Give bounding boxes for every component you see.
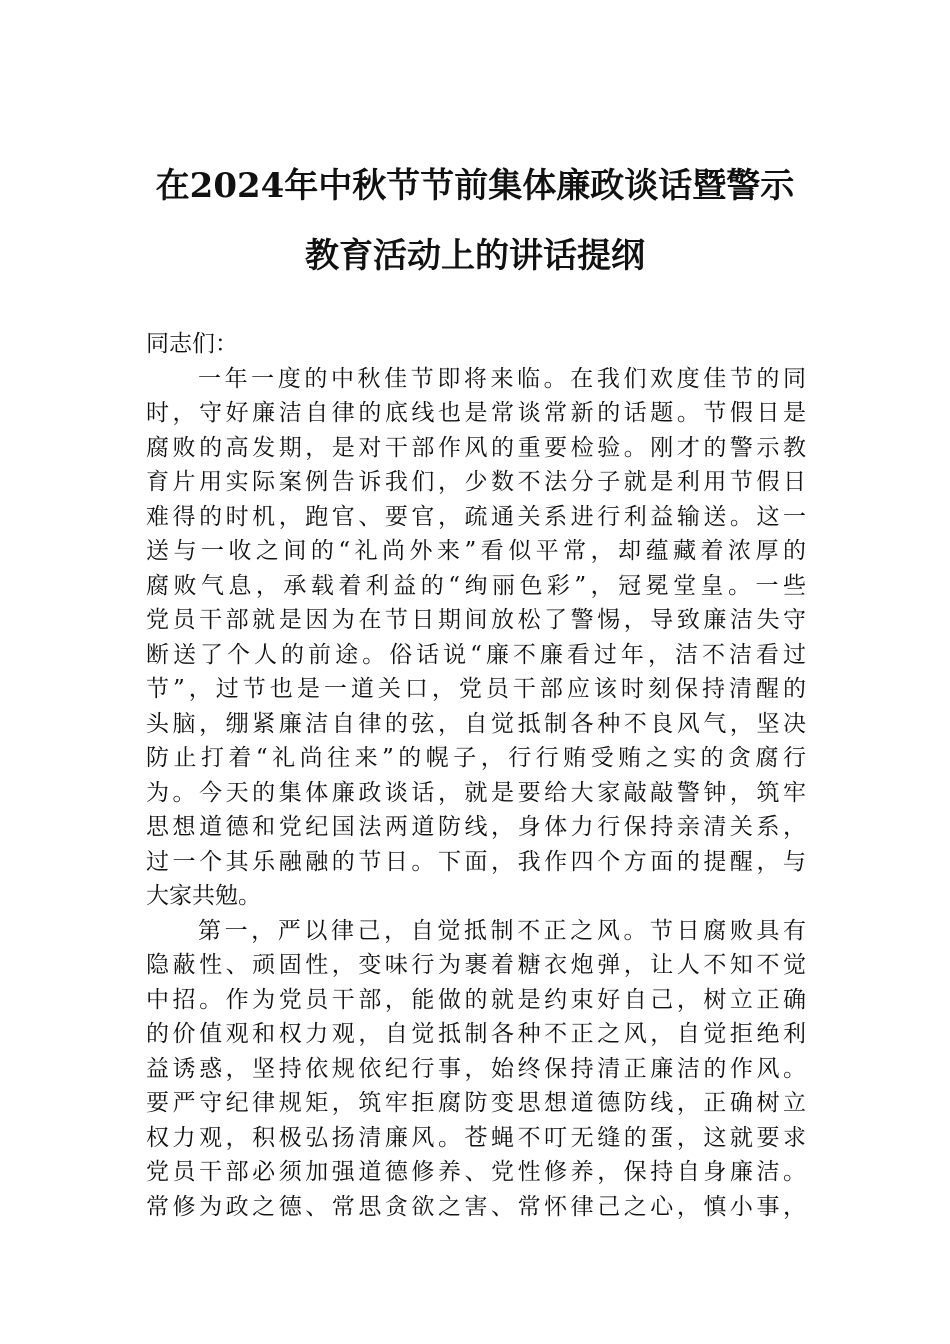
paragraph-line: 防止打着“礼尚往来”的幌子，行行贿受贿之实的贪腐行 (146, 745, 806, 771)
paragraph-line: 育片用实际案例告诉我们，少数不法分子就是利用节假日 (146, 469, 806, 495)
paragraph-line: 思想道德和党纪国法两道防线，身体力行保持亲清关系， (146, 814, 806, 840)
document-body (146, 327, 806, 1224)
paragraph-line: 一年一度的中秋佳节即将来临。在我们欢度佳节的同 (198, 365, 806, 392)
paragraph-line: 第一，严以律己，自觉抵制不正之风。节日腐败具有 (198, 917, 806, 944)
paragraph-line: 中招。作为党员干部，能做的就是约束好自己，树立正确 (146, 986, 806, 1013)
paragraph-line: 腐败气息，承载着利益的“绚丽色彩”，冠冕堂皇。一些 (146, 572, 806, 599)
paragraph-line: 党员干部必须加强道德修养、党性修养，保持自身廉洁。 (146, 1159, 806, 1185)
paragraph-line: 头脑，绷紧廉洁自律的弦，自觉抵制各种不良风气，坚决 (146, 710, 806, 737)
paragraph-line: 权力观，积极弘扬清廉风。苍蝇不叮无缝的蛋，这就要求 (146, 1124, 806, 1151)
paragraph-line: 腐败的高发期，是对干部作风的重要检验。刚才的警示教 (146, 434, 806, 461)
paragraph-line: 大家共勉。 (146, 883, 261, 909)
paragraph-line: 难得的时机，跑官、要官，疏通关系进行利益输送。这一 (146, 503, 806, 530)
paragraph-line: 过一个其乐融融的节日。下面，我作四个方面的提醒，与 (146, 848, 806, 875)
paragraph-line: 党员干部就是因为在节日期间放松了警惕，导致廉洁失守 (146, 607, 806, 633)
paragraph-line: 常修为政之德、常思贪欲之害、常怀律己之心，慎小事， (146, 1193, 806, 1220)
paragraph-line: 要严守纪律规矩，筑牢拒腐防变思想道德防线，正确树立 (146, 1090, 806, 1116)
paragraph-line: 断送了个人的前途。俗话说“廉不廉看过年，洁不洁看过 (146, 641, 806, 668)
paragraph-line: 益诱惑，坚持依规依纪行事，始终保持清正廉洁的作风。 (146, 1055, 806, 1082)
paragraph-line: 的价值观和权力观，自觉抵制各种不正之风，自觉拒绝利 (146, 1021, 806, 1047)
paragraph-line: 送与一收之间的“礼尚外来”看似平常，却蕴藏着浓厚的 (146, 538, 806, 564)
document-title-line-1: 在2024年中秋节节前集体廉政谈话暨警示 (155, 166, 795, 206)
document-title-line-2: 教育活动上的讲话提纲 (305, 236, 645, 276)
salutation: 同志们： (146, 331, 238, 357)
paragraph-line: 时，守好廉洁自律的底线也是常谈常新的话题。节假日是 (146, 400, 806, 426)
paragraph-line: 为。今天的集体廉政谈话，就是要给大家敲敲警钟，筑牢 (146, 779, 806, 806)
paragraph-line: 节”，过节也是一道关口，党员干部应该时刻保持清醒的 (146, 676, 806, 702)
paragraph-line: 隐蔽性、顽固性，变味行为裹着糖衣炮弹，让人不知不觉 (146, 952, 806, 978)
